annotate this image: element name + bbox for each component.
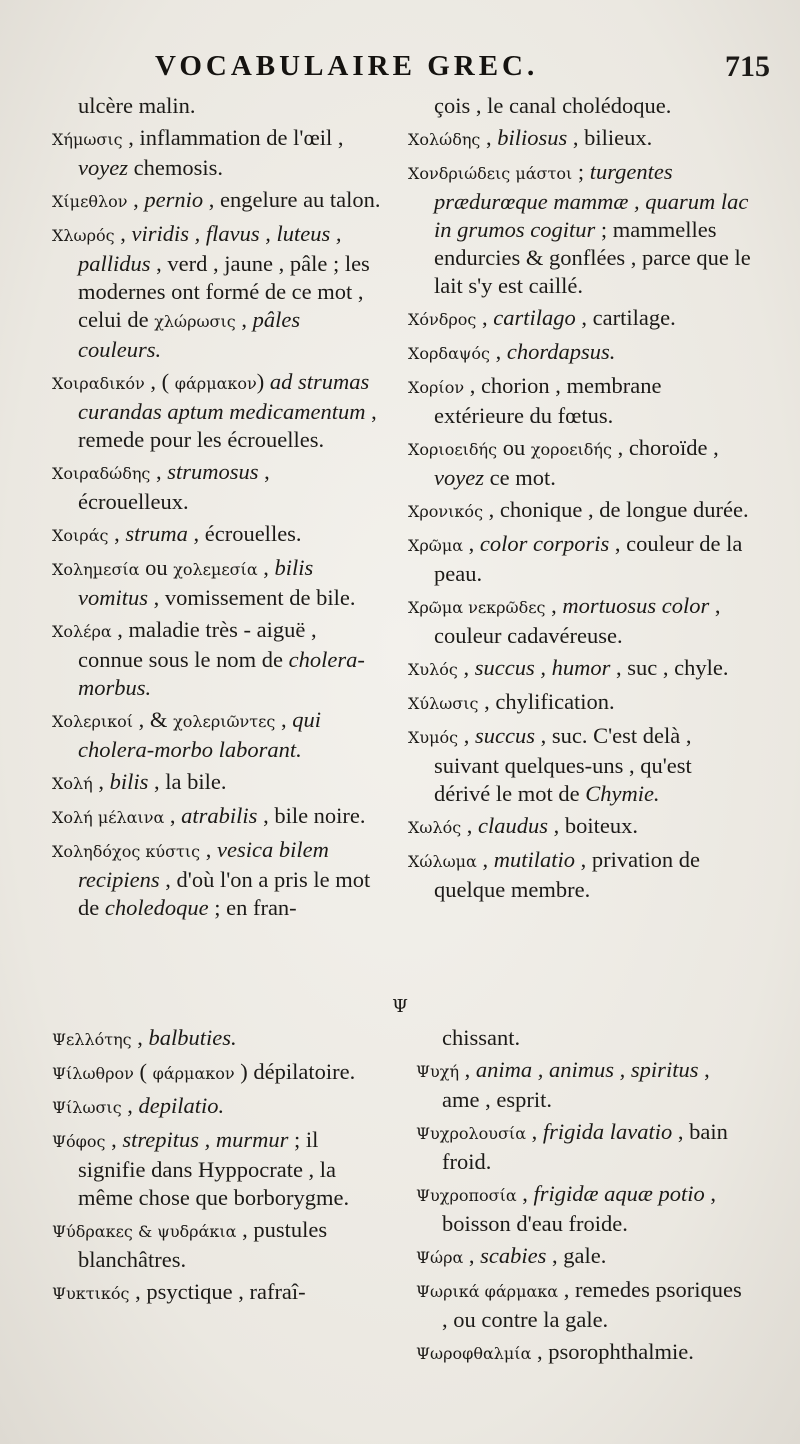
latin-term: voyez — [434, 465, 484, 490]
dictionary-entry — [408, 654, 752, 684]
latin-term: Chymie. — [585, 781, 660, 806]
entry-continuation — [416, 1024, 752, 1052]
dictionary-entry — [52, 520, 382, 550]
french-gloss: , gale. — [546, 1243, 607, 1268]
french-gloss: ou — [139, 555, 174, 580]
greek-headword: Χοιραδικόν — [52, 374, 145, 393]
dictionary-entry — [52, 1216, 387, 1274]
french-gloss: , — [121, 1093, 139, 1118]
latin-term: frigida lavatio — [542, 1119, 673, 1144]
french-gloss: , & — [133, 707, 174, 732]
greek-headword: Χίμεθλον — [52, 192, 128, 211]
greek-headword: Χορδαψός — [408, 344, 491, 363]
latin-term: scabies — [480, 1243, 547, 1268]
page-header — [60, 50, 770, 90]
dictionary-entry — [416, 1056, 752, 1114]
dictionary-entry — [52, 554, 382, 612]
dictionary-entry — [52, 616, 382, 702]
entry-continuation — [408, 92, 752, 120]
french-gloss: çois , le canal cholédoque. — [434, 93, 672, 118]
latin-term: depilatio. — [138, 1093, 225, 1118]
latin-term: mutilatio — [493, 847, 575, 872]
greek-headword: Χονδριώδεις μάστοι — [408, 164, 573, 183]
french-gloss: , — [459, 1057, 476, 1082]
greek-headword: χοροειδής — [530, 440, 612, 459]
greek-headword: χολεριῶντες — [173, 712, 276, 731]
section-letter: Ψ — [392, 996, 408, 1017]
french-gloss: , — [463, 531, 480, 556]
dictionary-entry — [416, 1180, 752, 1238]
latin-term: succus — [474, 723, 535, 748]
latin-term: vesica bilem recipiens — [78, 837, 329, 892]
french-gloss: ce mot. — [483, 465, 556, 490]
latin-term: claudus — [478, 813, 549, 838]
greek-headword: Χώλωμα — [408, 852, 477, 871]
latin-term: pernio — [144, 187, 204, 212]
french-gloss: , ( — [144, 369, 175, 394]
latin-term: cartilago — [493, 305, 576, 330]
latin-term: bilis vomitus — [78, 555, 314, 610]
dictionary-entry — [408, 124, 752, 154]
latin-term: voyez — [78, 155, 128, 180]
dictionary-entry — [52, 1126, 387, 1212]
dictionary-entry — [52, 836, 382, 922]
dictionary-entry — [416, 1338, 752, 1368]
dictionary-entry — [416, 1118, 752, 1176]
french-gloss: ou — [497, 435, 531, 460]
latin-term: atrabilis — [181, 803, 258, 828]
latin-term: pâles couleurs. — [78, 307, 301, 362]
french-gloss: , psyctique , rafraî- — [129, 1279, 306, 1304]
dictionary-entry — [408, 812, 752, 842]
french-gloss: , — [461, 813, 479, 838]
dictionary-entry — [52, 802, 382, 832]
greek-headword: Χορίον — [408, 378, 465, 397]
latin-term: color corporis — [479, 531, 610, 556]
dictionary-entry — [416, 1276, 752, 1334]
french-gloss: , — [114, 221, 132, 246]
dictionary-entry — [408, 530, 752, 588]
french-gloss: , — [457, 655, 475, 680]
french-gloss: , psorophthalmie. — [531, 1339, 694, 1364]
greek-headword: Χλωρός — [52, 226, 115, 245]
greek-headword: Χοληδόχος κύστις — [52, 842, 201, 861]
greek-headword: Ψυχή — [416, 1062, 460, 1081]
greek-headword: Ψωροφθαλμία — [416, 1344, 532, 1363]
greek-headword: Ψίλωθρον — [52, 1064, 134, 1083]
greek-headword: φάρμακον — [152, 1064, 235, 1083]
french-gloss: , boiteux. — [548, 813, 639, 838]
greek-headword: Χολώδης — [408, 130, 481, 149]
french-gloss: , chonique , de longue durée. — [483, 497, 749, 522]
french-gloss: ) dépilatoire. — [234, 1059, 356, 1084]
latin-term: frigidæ aquæ potio — [533, 1181, 705, 1206]
french-gloss: , maladie très - aiguë , connue sous le nom de — [78, 617, 317, 672]
top-right-column — [408, 92, 752, 908]
french-gloss: , vomissement de bile. — [148, 585, 356, 610]
greek-headword: Χόνδρος — [408, 310, 477, 329]
french-gloss: , d'où l'on a pris le mot de — [78, 867, 371, 920]
french-gloss: , — [150, 459, 168, 484]
greek-headword: Χολέρα — [52, 622, 112, 641]
latin-term: cholera-morbus. — [78, 647, 365, 700]
dictionary-entry — [52, 1278, 387, 1308]
dictionary-entry — [408, 496, 752, 526]
latin-term: struma — [125, 521, 188, 546]
french-gloss: , boisson d'eau froide. — [442, 1181, 717, 1236]
entry-continuation — [52, 92, 382, 120]
french-gloss: ; en fran- — [208, 895, 297, 920]
dictionary-entry — [52, 124, 382, 182]
latin-term: choledoque — [104, 895, 209, 920]
french-gloss: , — [458, 723, 475, 748]
dictionary-entry — [408, 338, 752, 368]
french-gloss: , — [92, 769, 110, 794]
french-gloss: , couleur cadavéreuse. — [434, 593, 721, 648]
french-gloss: , inflammation de l'œil , — [122, 125, 344, 150]
french-gloss: chemosis. — [127, 155, 223, 180]
french-gloss: , écrouelles. — [187, 521, 302, 546]
dictionary-entry — [408, 158, 752, 300]
latin-term: succus , humor — [474, 655, 611, 680]
dictionary-entry — [416, 1242, 752, 1272]
greek-headword: Χολή — [52, 774, 93, 793]
french-gloss: , suc. C'est delà , suivant quelques-uns , qu'est dérivé le mot de — [434, 723, 692, 806]
greek-headword: Χωλός — [408, 818, 462, 837]
greek-headword: Χοριοειδής — [408, 440, 498, 459]
french-gloss: chissant. — [442, 1025, 521, 1050]
french-gloss: , pustules blanchâtres. — [78, 1217, 328, 1272]
dictionary-entry — [408, 304, 752, 334]
greek-headword: Ψύδρακες & ψυδράκια — [52, 1222, 237, 1241]
greek-headword: Χολή μέλαινα — [52, 808, 165, 827]
greek-headword: Χρῶμα — [408, 536, 464, 555]
french-gloss: , — [275, 707, 293, 732]
dictionary-entry — [408, 372, 752, 430]
greek-headword: Ψώρα — [416, 1248, 464, 1267]
dictionary-entry — [408, 722, 752, 808]
greek-headword: Ψυχρολουσία — [416, 1124, 526, 1143]
dictionary-entry — [52, 186, 382, 216]
bottom-left-column — [52, 1024, 387, 1312]
french-gloss: , bile noire. — [257, 803, 366, 828]
dictionary-entry — [408, 592, 752, 650]
french-gloss: , privation de quelque membre. — [434, 847, 700, 902]
greek-headword: χλώρωσις — [154, 312, 236, 331]
latin-term: viridis , flavus , luteus , pallidus — [78, 221, 342, 276]
top-left-column — [52, 92, 382, 926]
french-gloss: , — [516, 1181, 534, 1206]
page-number: 715 — [725, 50, 770, 83]
dictionary-entry — [408, 434, 752, 492]
latin-term: strumosus — [167, 459, 259, 484]
french-gloss: , chylification. — [478, 689, 615, 714]
french-gloss: ; il signifie dans Hyppocrate , la même chose que borborygme. — [78, 1127, 350, 1210]
running-title: VOCABULAIRE GREC. — [155, 50, 539, 82]
latin-term: strepitus , murmur — [122, 1127, 289, 1152]
latin-term: mortuosus color — [562, 593, 710, 618]
french-gloss: ) — [256, 369, 270, 394]
greek-headword: Ψόφος — [52, 1132, 106, 1151]
greek-headword: Ψυχροποσία — [416, 1186, 517, 1205]
french-gloss: , — [235, 307, 253, 332]
french-gloss: ; mammelles endurcies & gonflées , parce que le lait s'y est caillé. — [434, 217, 751, 298]
latin-term: anima , animus , spiritus — [475, 1057, 699, 1082]
latin-term: ad strumas curandas aptum medicamentum — [78, 369, 370, 424]
greek-headword: Χρῶμα νεκρῶδες — [408, 598, 546, 617]
french-gloss: , écrouelleux. — [78, 459, 270, 514]
greek-headword: Χοιραδώδης — [52, 464, 151, 483]
greek-headword: χολεµεσία — [173, 560, 258, 579]
dictionary-entry — [408, 846, 752, 904]
french-gloss: , cartilage. — [575, 305, 676, 330]
dictionary-entry — [52, 768, 382, 798]
dictionary-entry — [52, 1092, 387, 1122]
french-gloss: , — [526, 1119, 543, 1144]
greek-headword: Ψωρικά φάρμακα — [416, 1282, 559, 1301]
dictionary-entry — [52, 706, 382, 764]
french-gloss: , — [105, 1127, 123, 1152]
latin-term: qui cholera-morbo laborant. — [78, 707, 322, 762]
greek-headword: Χυμός — [408, 728, 459, 747]
greek-headword: Ψυκτικός — [52, 1284, 130, 1303]
greek-headword: Ψίλωσις — [52, 1098, 122, 1117]
french-gloss: , remede pour les écrouelles. — [78, 399, 377, 452]
greek-headword: Χήμωσις — [52, 130, 123, 149]
french-gloss: ; — [572, 159, 590, 184]
french-gloss: , bain froid. — [442, 1119, 728, 1174]
dictionary-entry — [52, 1058, 387, 1088]
french-gloss: , engelure au talon. — [203, 187, 381, 212]
french-gloss: , — [257, 555, 275, 580]
french-gloss: ( — [133, 1059, 153, 1084]
latin-term: chordapsus. — [506, 339, 616, 364]
french-gloss: , — [545, 593, 563, 618]
french-gloss: , — [463, 1243, 481, 1268]
french-gloss: , couleur de la peau. — [434, 531, 743, 586]
greek-headword: Χοληµεσία — [52, 560, 140, 579]
greek-headword: φάρμακον — [174, 374, 257, 393]
french-gloss: , verd , jaune , pâle ; les modernes ont formé de ce mot , celui de — [78, 251, 370, 332]
greek-headword: Χρονικός — [408, 502, 484, 521]
french-gloss: , — [490, 339, 507, 364]
french-gloss: , — [476, 305, 494, 330]
french-gloss: , — [200, 837, 217, 862]
greek-headword: Ψελλότης — [52, 1030, 132, 1049]
latin-term: biliosus — [497, 125, 568, 150]
bottom-right-column — [416, 1024, 752, 1372]
french-gloss: , — [108, 521, 126, 546]
french-gloss: ulcère malin. — [78, 93, 196, 118]
dictionary-entry — [52, 368, 382, 454]
french-gloss: , choroïde , — [611, 435, 719, 460]
latin-term: balbuties. — [148, 1025, 237, 1050]
greek-headword: Χοιράς — [52, 526, 109, 545]
greek-headword: Χυλός — [408, 660, 458, 679]
french-gloss: , la bile. — [148, 769, 227, 794]
french-gloss: , — [131, 1025, 149, 1050]
dictionary-entry — [408, 688, 752, 718]
dictionary-entry — [52, 220, 382, 364]
french-gloss: , — [164, 803, 182, 828]
french-gloss: , — [480, 125, 498, 150]
french-gloss: , remedes psoriques , ou contre la gale. — [442, 1277, 742, 1332]
latin-term: turgentes prædurœque mammæ , quarum lac in grumos cogitur — [434, 159, 749, 242]
french-gloss: , suc , chyle. — [610, 655, 729, 680]
greek-headword: Χολερικοί — [52, 712, 134, 731]
dictionary-entry — [52, 1024, 387, 1054]
greek-headword: Χύλωσις — [408, 694, 479, 713]
latin-term: bilis — [109, 769, 149, 794]
dictionary-entry — [52, 458, 382, 516]
french-gloss: , ame , esprit. — [442, 1057, 710, 1112]
french-gloss: , — [127, 187, 145, 212]
french-gloss: , — [476, 847, 494, 872]
french-gloss: , chorion , membrane extérieure du fœtus. — [434, 373, 662, 428]
french-gloss: , bilieux. — [567, 125, 653, 150]
